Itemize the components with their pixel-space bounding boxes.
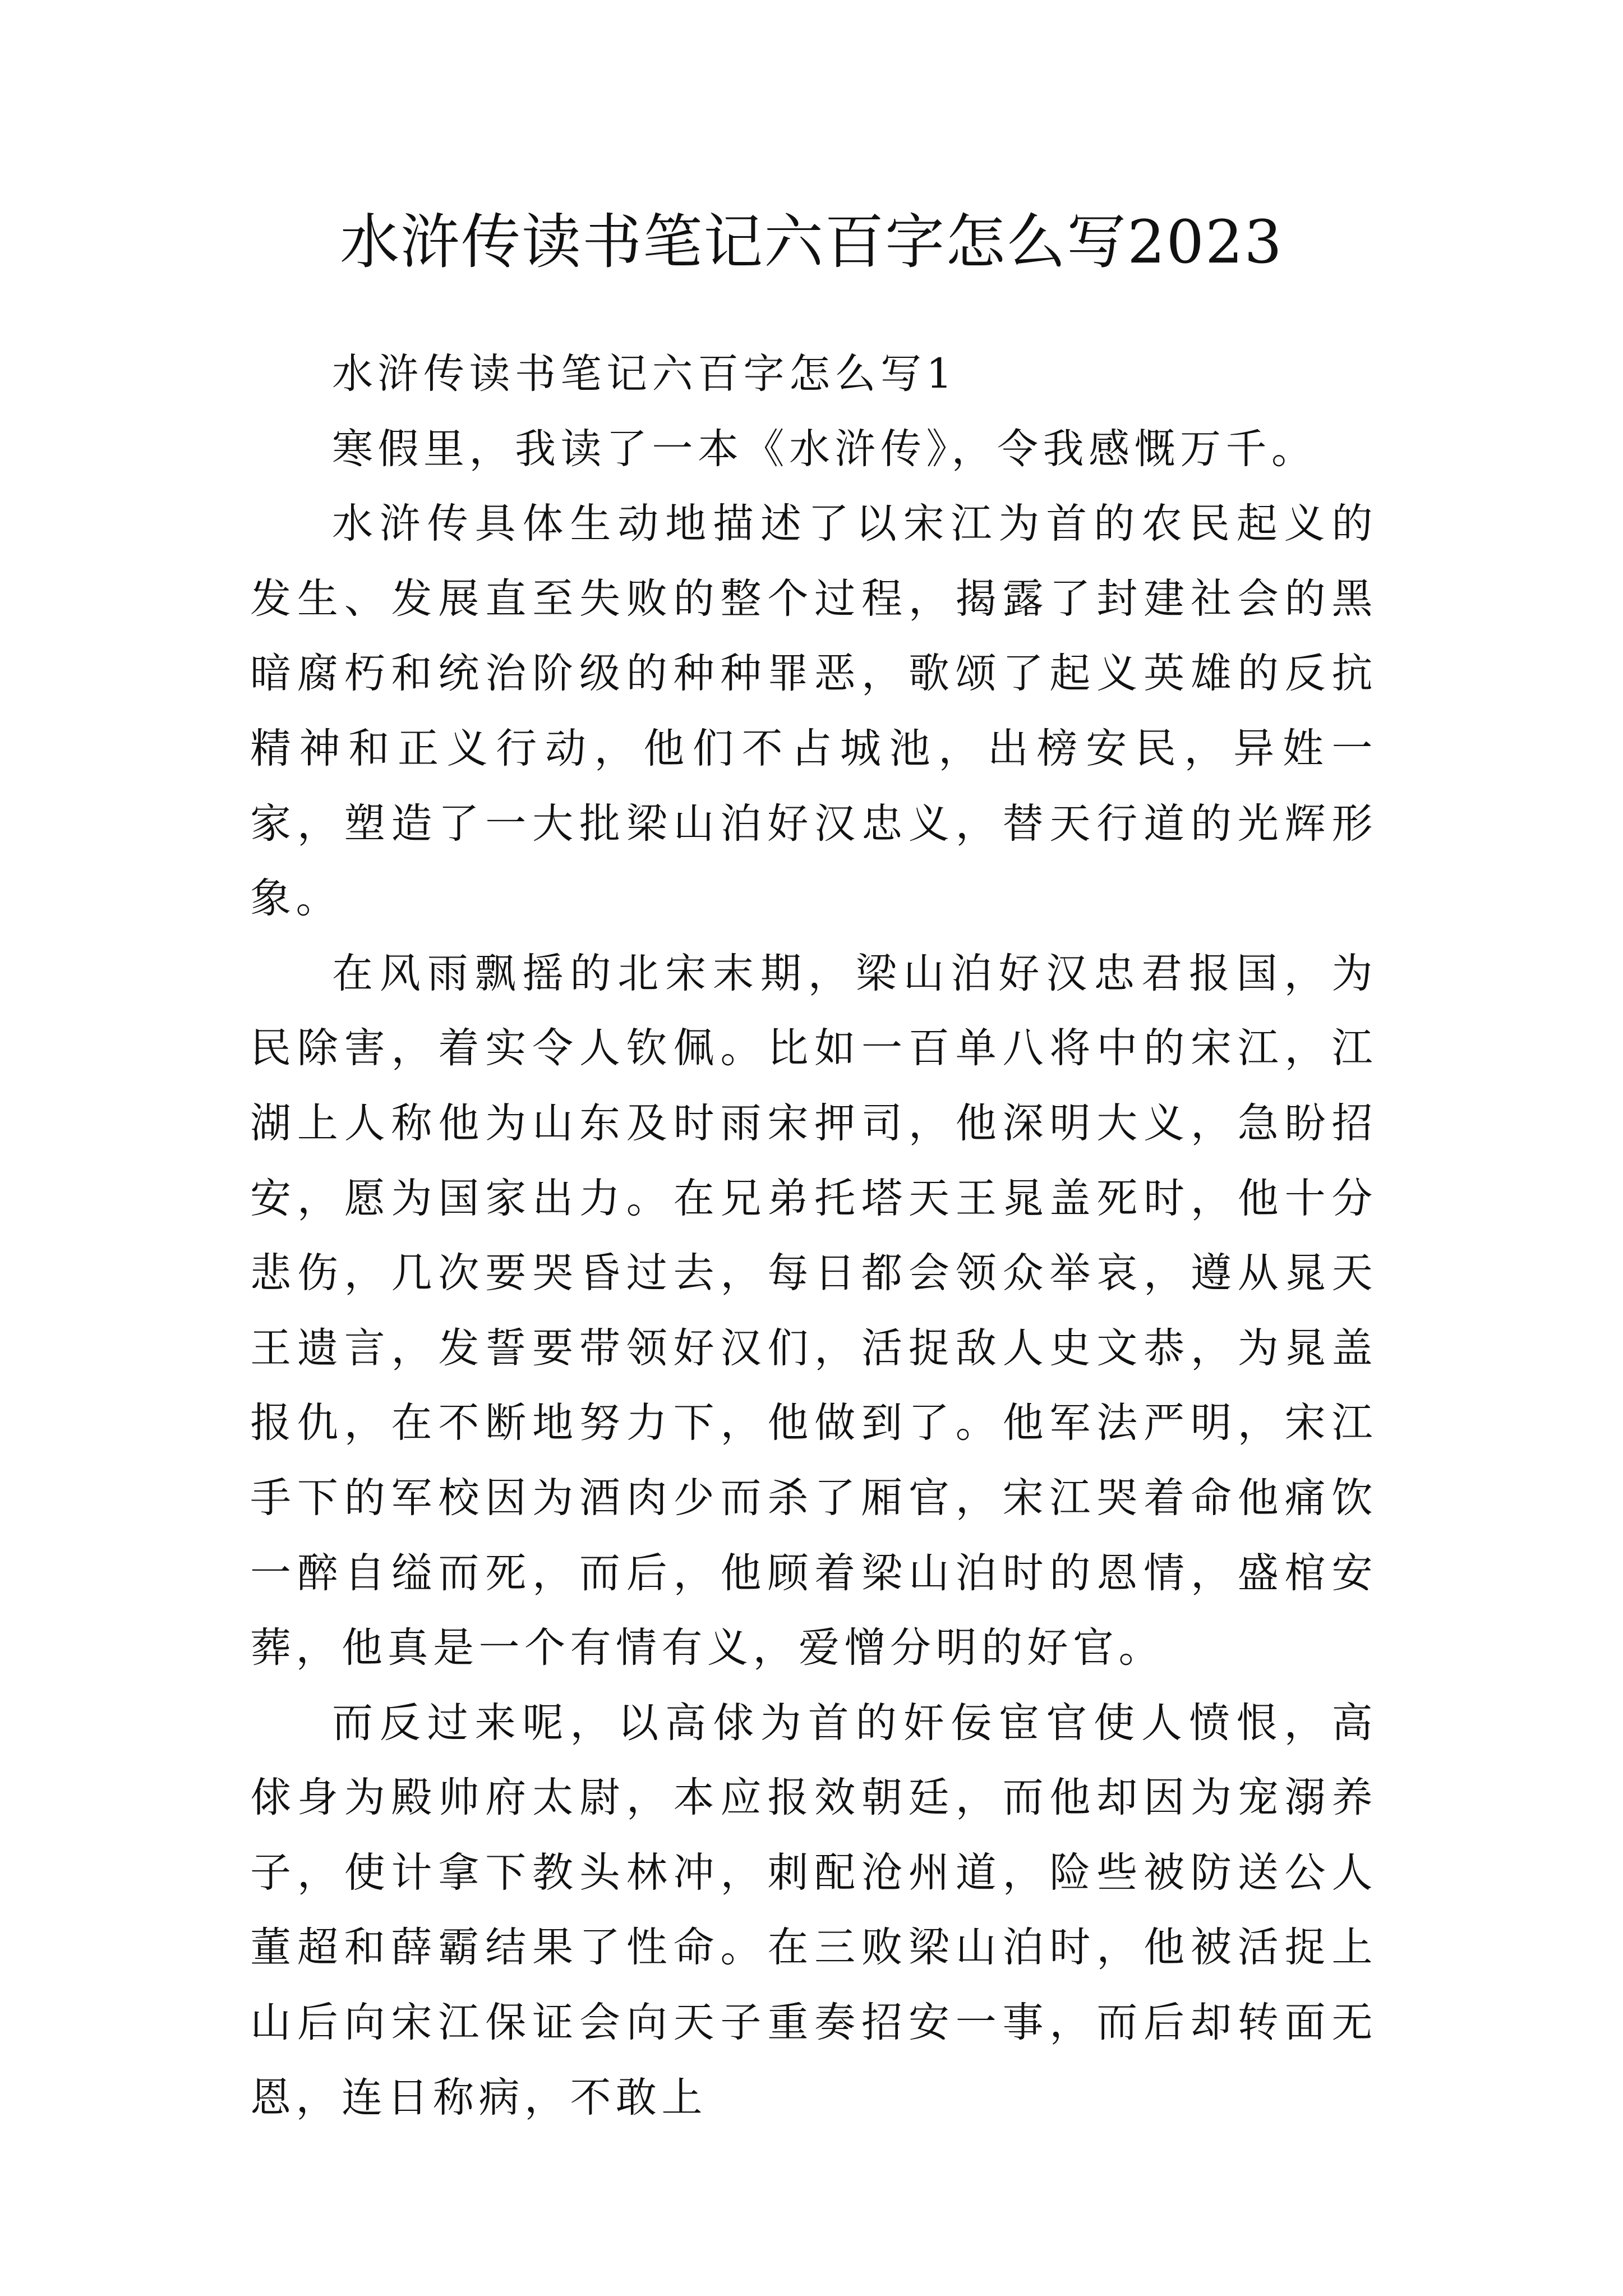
document-title: 水浒传读书笔记六百字怎么写2023 <box>340 208 1283 277</box>
paragraph: 水浒传具体生动地描述了以宋江为首的农民起义的发生、发展直至失败的整个过程，揭露了封建社会的黑暗腐朽和统治阶级的种种罪恶，歌颂了起义英雄的反抗精神和正义行动，他们不占城池，出榜安民，异姓一家，塑造了一大批梁山泊好汉忠义，替天行道的光辉形象。 <box>250 500 1377 923</box>
document-body <box>250 337 1377 2135</box>
section-heading: 水浒传读书笔记六百字怎么写1 <box>332 350 957 398</box>
paragraph: 在风雨飘摇的北宋末期，梁山泊好汉忠君报国，为民除害，着实令人钦佩。比如一百单八将中的宋江，江湖上人称他为山东及时雨宋押司，他深明大义，急盼招安，愿为国家出力。在兄弟托塔天王晁盖死时，他十分悲伤，几次要哭昏过去，每日都会领众举哀，遵从晁天王遗言，发誓要带领好汉们，活捉敌人史文恭，为晁盖报仇，在不断地努力下，他做到了。他军法严明，宋江手下的军校因为酒肉少而杀了厢官，宋江哭着命他痛饮一醉自缢而死，而后，他顾着梁山泊时的恩情，盛棺安葬，他真是一个有情有义，爱憎分明的好官。 <box>250 949 1377 1672</box>
paragraph: 而反过来呢，以高俅为首的奸佞宦官使人愤恨，高俅身为殿帅府太尉，本应报效朝廷，而他却因为宠溺养子，使计拿下教头林冲，刺配沧州道，险些被防送公人董超和薛霸结果了性命。在三败梁山泊时，他被活捉上山后向宋江保证会向天子重奏招安一事，而后却转面无恩，连日称病，不敢上 <box>250 1699 1377 2122</box>
paragraph: 寒假里，我读了一本《水浒传》，令我感慨万千。 <box>332 425 1317 473</box>
